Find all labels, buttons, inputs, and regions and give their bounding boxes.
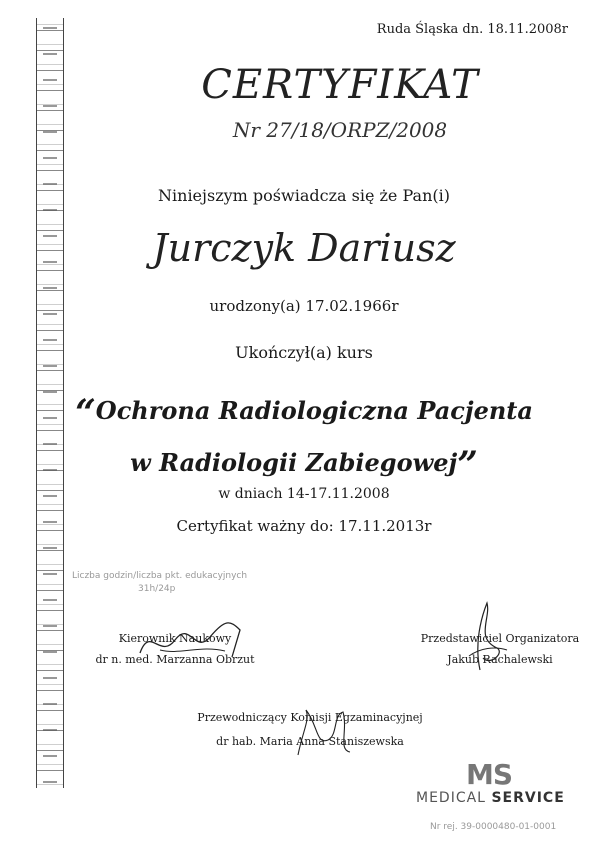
completed-course-line: Ukończył(a) kurs: [235, 343, 373, 362]
course-title-text1: Ochrona Radiologiczna Pacjenta: [95, 396, 533, 425]
close-quote: ”: [457, 444, 478, 486]
medical-service-logo-mark: MS: [466, 758, 513, 791]
open-quote: “: [75, 392, 96, 434]
signature-right-name: Jakub Rachalewski: [447, 653, 553, 666]
course-title-line1: [0, 392, 608, 434]
recipient-name: Jurczyk Dariusz: [152, 226, 456, 270]
hours-stamp: [72, 570, 247, 596]
signature-center-name: dr hab. Maria Anna Staniszewska: [216, 735, 404, 748]
signature-center-title: Przewodniczący Komisji Egzaminacyjnej: [197, 711, 423, 724]
certificate-title: CERTYFIKAT: [201, 62, 479, 108]
validity-line: Certyfikat ważny do: 17.11.2013r: [176, 517, 432, 535]
certify-text: Niniejszym poświadcza się że Pan(i): [158, 186, 450, 205]
handwritten-signature-center: [288, 700, 368, 770]
signature-left-name: dr n. med. Marzanna Obrzut: [95, 653, 255, 666]
hours-value: 31h/24p: [138, 584, 176, 594]
medical-service-logo-text: [416, 790, 565, 806]
hours-label: Liczba godzin/liczba pkt. edukacyjnych: [72, 571, 248, 581]
handwritten-signature-right: [455, 598, 515, 678]
signature-right-title: Przedstawiciel Organizatora: [420, 632, 580, 645]
course-dates: w dniach 14-17.11.2008: [218, 486, 390, 502]
handwritten-signature-left: [120, 615, 260, 665]
logo-word-service: SERVICE: [491, 790, 565, 806]
birth-date-line: urodzony(a) 17.02.1966r: [209, 297, 399, 315]
course-title-text2: w Radiologii Zabiegowej: [130, 448, 458, 477]
issue-date: Ruda Śląska dn. 18.11.2008r: [376, 22, 568, 37]
registry-number: Nr rej. 39-0000480-01-0001: [430, 822, 557, 832]
course-title-line2: [0, 444, 608, 486]
signature-left-title: Kierownik Naukowy: [118, 632, 232, 645]
certificate-number: Nr 27/18/ORPZ/2008: [232, 118, 448, 142]
logo-word-medical: MEDICAL: [416, 790, 486, 806]
